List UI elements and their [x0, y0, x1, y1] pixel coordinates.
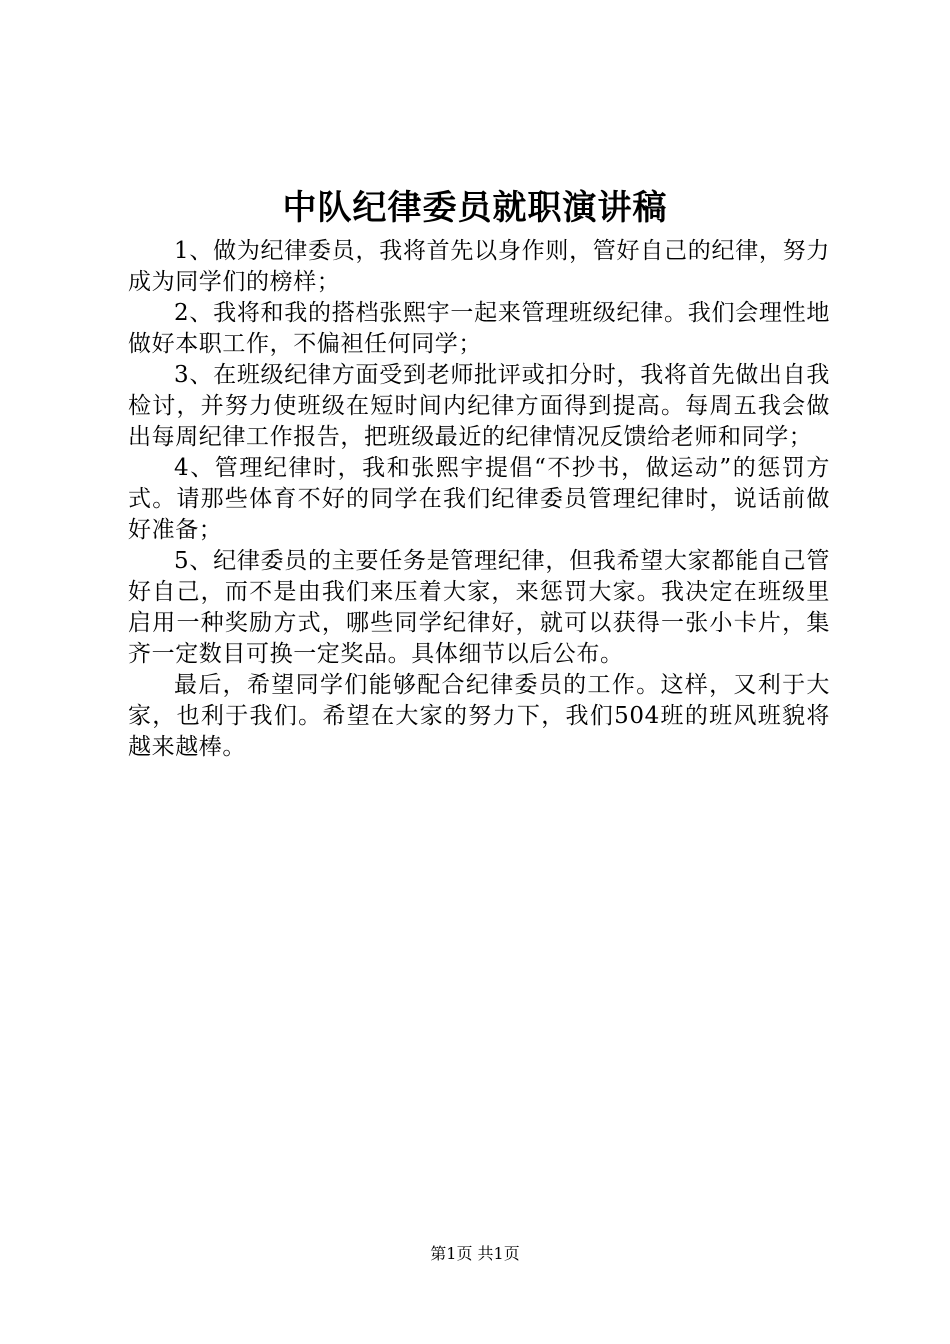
paragraph-2: 2、我将和我的搭档张熙宇一起来管理班级纪律。我们会理性地做好本职工作，不偏袒任何同学；	[128, 300, 830, 357]
paragraph-1: 1、做为纪律委员，我将首先以身作则，管好自己的纪律，努力成为同学们的榜样；	[128, 238, 830, 295]
document-body	[128, 236, 830, 763]
paragraph-3: 3、在班级纪律方面受到老师批评或扣分时，我将首先做出自我检讨，并努力使班级在短时间内纪律方面得到提高。每周五我会做出每周纪律工作报告，把班级最近的纪律情况反馈给老师和同学；	[128, 362, 830, 450]
paragraph-closing: 最后，希望同学们能够配合纪律委员的工作。这样，又利于大家，也利于我们。希望在大家的努力下，我们504班的班风班貌将越来越棒。	[128, 672, 830, 760]
document-title: 中队纪律委员就职演讲稿	[282, 188, 668, 228]
paragraph-5: 5、纪律委员的主要任务是管理纪律，但我希望大家都能自己管好自己，而不是由我们来压着大家，来惩罚大家。我决定在班级里启用一种奖励方式，哪些同学纪律好，就可以获得一张小卡片，集齐一定数目可换一定奖品。具体细节以后公布。	[128, 548, 830, 667]
page-footer: 第1页 共1页	[430, 1244, 520, 1263]
paragraph-4: 4、管理纪律时，我和张熙宇提倡“不抄书，做运动”的惩罚方式。请那些体育不好的同学在我们纪律委员管理纪律时，说话前做好准备；	[128, 455, 830, 543]
